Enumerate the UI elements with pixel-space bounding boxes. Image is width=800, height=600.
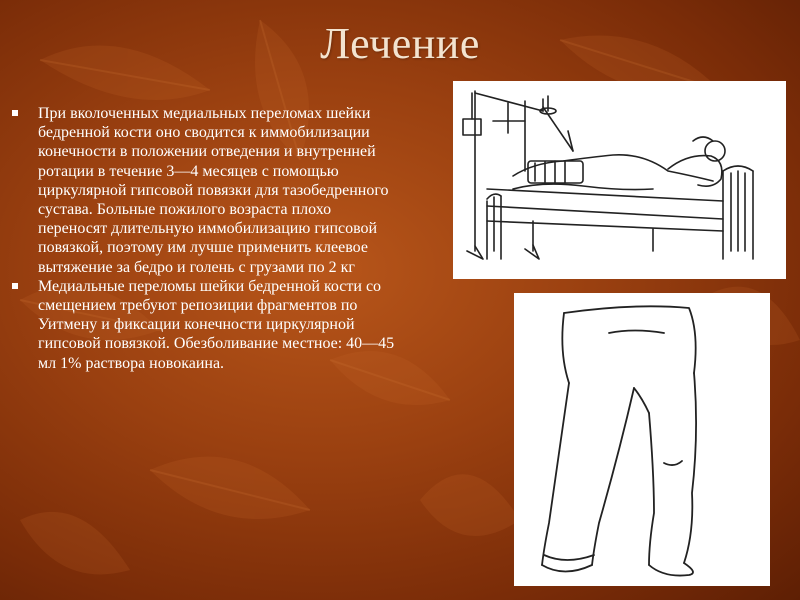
hip-spica-cast-illustration-icon: [514, 293, 770, 586]
bullet-item: [12, 277, 402, 373]
bullet-text: При вколоченных медиальных переломах шейки бедренной кости оно сводится к иммобилизации конечности в положении отведения и внутренней ротации в течение 3—4 месяцев с помощью циркулярной гипсовой повязки для тазобедренного сустава. Больные пожилого возраста плохо переносят длительную иммобилизацию гипсовой повязкой, поэтому им лучше применить клеевое вытяжение за бедро и голень с грузами по 2 кг: [38, 105, 389, 276]
traction-bed-image: [453, 81, 786, 279]
hip-spica-cast-image: [514, 293, 770, 586]
bullet-item: [12, 104, 402, 277]
bullet-list: [12, 104, 402, 373]
square-bullet-icon: [12, 283, 18, 289]
slide-title: Лечение: [320, 19, 480, 68]
traction-bed-illustration-icon: [453, 81, 786, 279]
bullet-text: Медиальные переломы шейки бедренной кости со смещением требуют репозиции фрагментов по Уитмену и фиксации конечности циркулярной гипсовой повязкой. Обезболивание местное: 40—45 мл 1% раствора новокаина.: [38, 277, 395, 372]
square-bullet-icon: [12, 110, 18, 116]
